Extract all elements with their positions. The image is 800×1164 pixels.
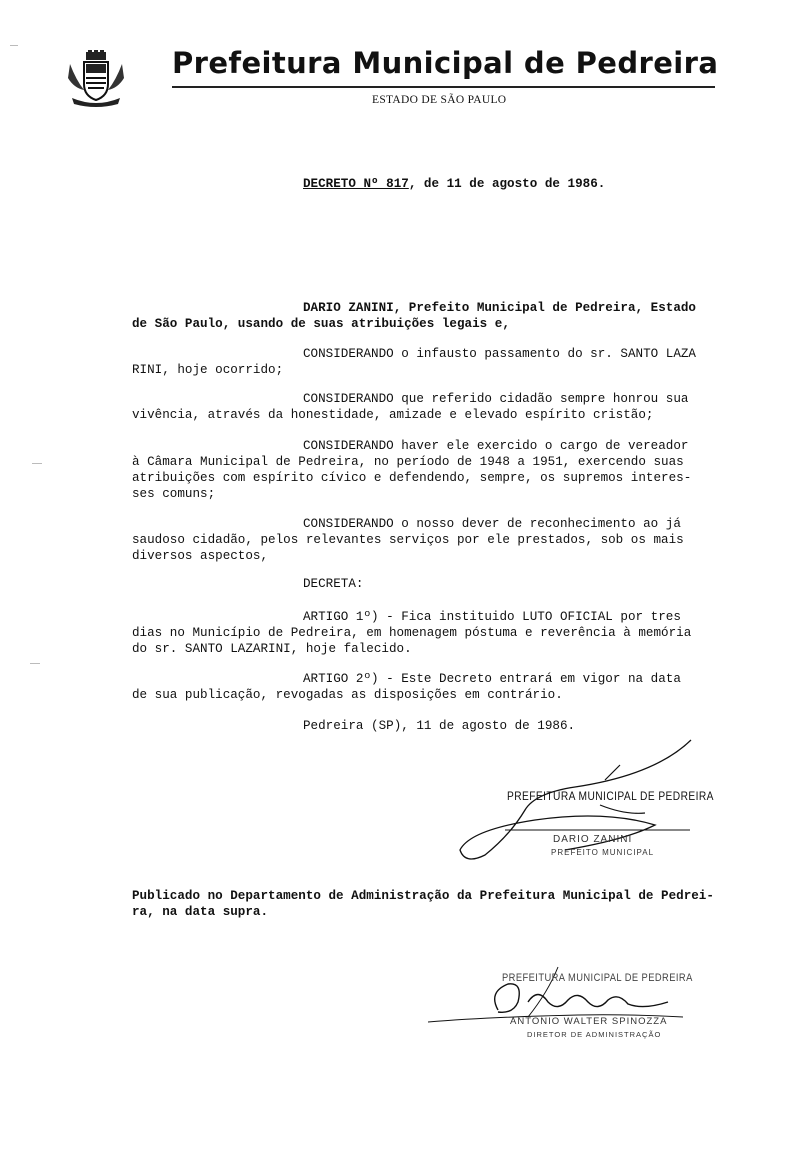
paragraph-line: ARTIGO 2º) - Este Decreto entrará em vigor na data [303, 672, 681, 686]
state-subtitle: ESTADO DE SÃO PAULO [372, 94, 507, 106]
municipality-title: Prefeitura Municipal de Pedreira [172, 46, 719, 80]
decree-heading [303, 176, 605, 192]
publication-note [132, 888, 712, 920]
scan-mark [30, 663, 40, 664]
title-divider [172, 86, 715, 88]
scan-mark [32, 463, 42, 464]
mayor-name: DARIO ZANINI [553, 834, 633, 845]
paragraph-line: RINI, hoje ocorrido; [132, 363, 284, 377]
paragraph-line: ra, na data supra. [132, 905, 269, 919]
considerando-paragraph-2 [132, 391, 712, 423]
paragraph-line: do sr. SANTO LAZARINI, hoje falecido. [132, 642, 412, 656]
scan-mark [10, 45, 18, 46]
director-stamp-line: PREFEITURA MUNICIPAL DE PEDREIRA [502, 972, 693, 984]
article-1-paragraph [132, 609, 712, 657]
paragraph-line: atribuições com espírito cívico e defendendo, sempre, os supremos interes- [132, 471, 692, 485]
considerando-paragraph-3 [132, 438, 712, 502]
paragraph-line: ARTIGO 1º) - Fica instituido LUTO OFICIAL por tres [303, 610, 681, 624]
paragraph-line: à Câmara Municipal de Pedreira, no período de 1948 a 1951, exercendo suas [132, 455, 684, 469]
paragraph-line: diversos aspectos, [132, 549, 269, 563]
paragraph-line: dias no Município de Pedreira, em homenagem póstuma e reverência à memória [132, 626, 692, 640]
paragraph-line: ses comuns; [132, 487, 216, 501]
considerando-paragraph-4 [132, 516, 712, 564]
paragraph-line: Publicado no Departamento de Administração da Prefeitura Municipal de Pedrei- [132, 889, 714, 903]
considerando-paragraph-1 [132, 346, 712, 378]
coat-of-arms-icon [66, 50, 126, 108]
paragraph-line: vivência, através da honestidade, amizade e elevado espírito cristão; [132, 408, 654, 422]
paragraph-line: CONSIDERANDO que referido cidadão sempre honrou sua [303, 392, 689, 406]
director-role: DIRETOR DE ADMINISTRAÇÃO [527, 1030, 662, 1039]
article-2-paragraph [132, 671, 712, 703]
intro-line: de São Paulo, usando de suas atribuições legais e, [132, 317, 510, 331]
decree-number: DECRETO Nº 817 [303, 177, 409, 191]
paragraph-line: de sua publicação, revogadas as disposições em contrário. [132, 688, 563, 702]
mayor-role: PREFEITO MUNICIPAL [551, 848, 655, 857]
place-and-date: Pedreira (SP), 11 de agosto de 1986. [303, 719, 576, 733]
decreta-label: DECRETA: [303, 577, 364, 591]
decree-date: , de 11 de agosto de 1986. [408, 177, 606, 191]
paragraph-line: CONSIDERANDO o nosso dever de reconhecimento ao já [303, 517, 681, 531]
mayor-stamp-line: PREFEITURA MUNICIPAL DE PEDREIRA [507, 789, 714, 803]
paragraph-line: CONSIDERANDO haver ele exercido o cargo de vereador [303, 439, 689, 453]
intro-line: DARIO ZANINI, Prefeito Municipal de Pedreira, Estado [303, 301, 696, 315]
paragraph-line: CONSIDERANDO o infausto passamento do sr. SANTO LAZA [303, 347, 696, 361]
paragraph-line: saudoso cidadão, pelos relevantes serviços por ele prestados, sob os mais [132, 533, 684, 547]
intro-paragraph [132, 300, 712, 332]
director-name: ANTONIO WALTER SPINOZZA [510, 1016, 668, 1027]
